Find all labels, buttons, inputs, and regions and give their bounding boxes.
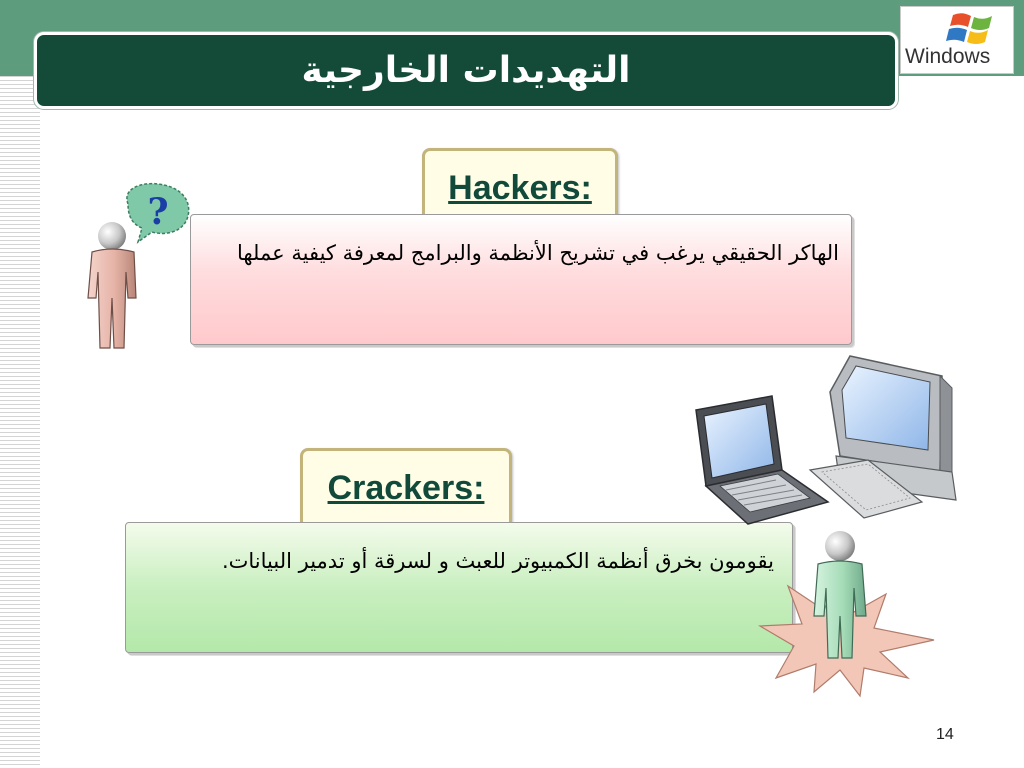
computer-laptop-icon [690, 352, 965, 527]
crackers-description-box [125, 522, 793, 653]
windows-logo-text: Windows [905, 45, 991, 68]
windows-flag-icon [945, 9, 1005, 47]
slide-title-text: التهديدات الخارجية [301, 50, 631, 91]
hackers-description: الهاكر الحقيقي يرغب في تشريح الأنظمة والبرامج لمعرفة كيفية عملها [236, 241, 839, 265]
crackers-label-text: Crackers: [327, 469, 485, 507]
desktop-computer-icon [810, 356, 956, 518]
crackers-description: يقومون بخرق أنظمة الكمبيوتر للعبث و لسرقة أو تدمير البيانات. [221, 549, 774, 573]
question-bubble [127, 184, 189, 242]
page-number: 14 [936, 726, 954, 743]
hackers-description-box [190, 214, 852, 345]
windows-logo [900, 6, 1014, 74]
person-burst-icon [758, 528, 938, 698]
laptop-icon [696, 396, 828, 524]
slide-title [34, 32, 898, 109]
hackers-label-text: Hackers: [448, 169, 592, 207]
question-mark-icon: ? [147, 191, 169, 233]
left-stripe-pattern [0, 76, 40, 768]
crackers-label [300, 448, 512, 529]
person-question-icon [80, 180, 195, 355]
